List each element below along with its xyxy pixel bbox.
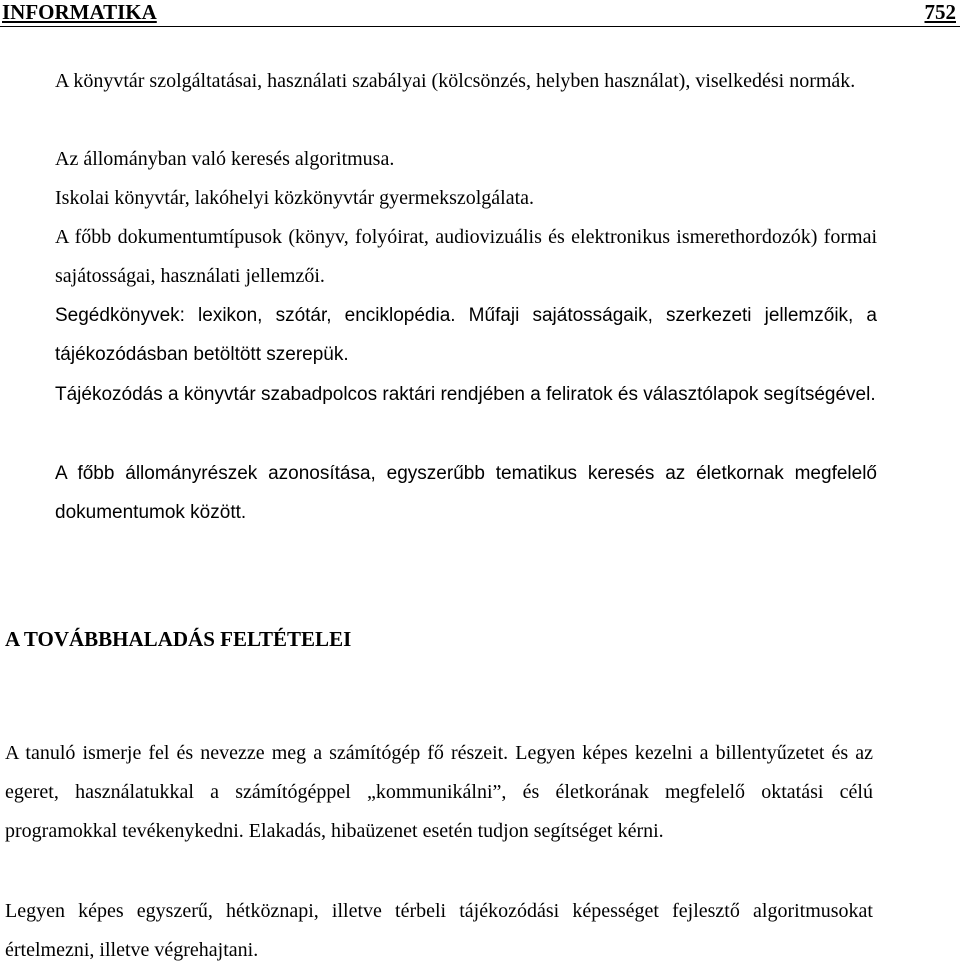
page-header <box>0 0 960 27</box>
content-item-open-shelf-orientation: Tájékozódás a könyvtár szabadpolcos raktári rendjében a feliratok és választólapok segítségével. <box>55 384 876 405</box>
section-title: A TOVÁBBHALADÁS FELTÉTELEI <box>5 627 352 651</box>
header-subject: INFORMATIKA <box>2 0 157 24</box>
content-item-school-library: Iskolai könyvtár, lakóhelyi közkönyvtár gyermekszolgálata. <box>55 187 535 209</box>
content-item-thematic-search: A főbb állományrészek azonosítása, egyszerűbb tematikus keresés az életkornak megfelelő dokumentumok között. <box>55 463 877 523</box>
requirement-paragraph-algorithms: Legyen képes egyszerű, hétköznapi, illetve térbeli tájékozódási képességet fejlesztő algoritmusokat értelmezni, illetve végrehajtani. <box>5 900 873 961</box>
content-item-document-types: A főbb dokumentumtípusok (könyv, folyóirat, audiovizuális és elektronikus ismerethordozók) formai sajátosságai, használati jellemzői. <box>55 226 877 287</box>
content-item-reference-books: Segédkönyvek: lexikon, szótár, enciklopédia. Műfaji sajátosságaik, szerkezeti jellemzőik, a tájékozódásban betöltött szerepük. <box>55 305 877 365</box>
content-item-search-algorithm: Az állományban való keresés algoritmusa. <box>55 148 395 170</box>
content-item-library-services: A könyvtár szolgáltatásai, használati szabályai (kölcsönzés, helyben használat), viselkedési normák. <box>55 70 856 92</box>
header-page-number: 752 <box>924 0 956 24</box>
requirement-paragraph-computer-use: A tanuló ismerje fel és nevezze meg a számítógép fő részeit. Legyen képes kezelni a billentyűzetet és az egeret, használatukkal a számítógéppel „kommunikálni”, és életkorának megfelelő oktatási célú programokkal tevékenykedni. Elakadás, hibaüzenet esetén tudjon segítséget kérni. <box>5 742 873 842</box>
